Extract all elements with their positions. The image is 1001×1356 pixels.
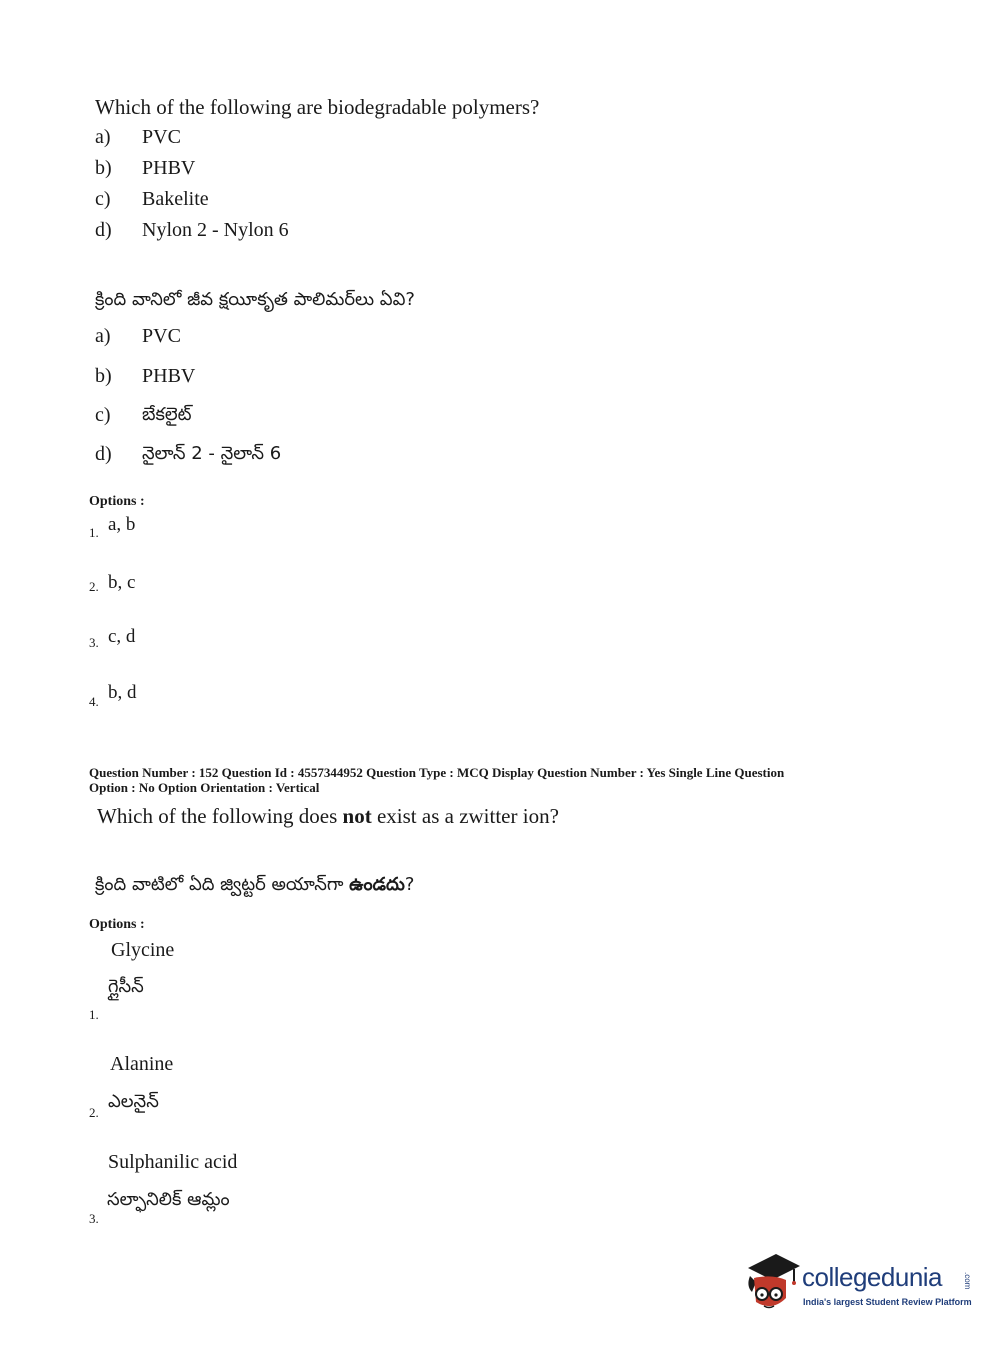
q151-en-option-c-letter: c)	[95, 188, 111, 210]
q152-answer-1-english: Glycine	[111, 939, 175, 961]
q151-te-option-c-letter: c)	[95, 404, 111, 426]
q151-answer-1-text: a, b	[108, 514, 136, 535]
q152-meta-line-1: Question Number : 152 Question Id : 4557344952 Question Type : MCQ Display Question Number : Yes Single Line Question	[89, 765, 785, 780]
q151-en-option-a-letter: a)	[95, 126, 111, 148]
mascot-icon	[742, 1250, 800, 1316]
logo-dot-com: .com	[963, 1272, 972, 1290]
q151-te-option-c-text: బేకలైట్	[142, 404, 192, 425]
q152-answer-3-english: Sulphanilic acid	[108, 1151, 238, 1173]
q151-options-label: Options :	[89, 494, 145, 509]
q151-en-option-c-text: Bakelite	[142, 188, 209, 210]
q152-te-question-pre: క్రింది వాటిలో ఏది జ్విట్టర్ అయాన్‌గా	[95, 874, 350, 895]
q151-answer-3-text: c, d	[108, 626, 136, 647]
q152-en-question-post: exist as a zwitter ion?	[371, 804, 559, 828]
q151-en-option-a-text: PVC	[142, 126, 181, 148]
q151-en-option-d-text: Nylon 2 - Nylon 6	[142, 219, 289, 241]
q152-en-question-pre: Which of the following does	[97, 804, 343, 828]
q152-answer-3-number: 3.	[89, 1211, 99, 1226]
q151-te-option-b-letter: b)	[95, 365, 112, 387]
q152-english-question	[97, 804, 559, 829]
q152-te-question-post: ?	[404, 874, 415, 895]
q152-meta-line-2: Option : No Option Orientation : Vertical	[89, 780, 320, 795]
q152-en-question-emphasis: not	[342, 804, 372, 828]
q152-answer-1-telugu: గ్లైసీన్	[108, 976, 144, 997]
q151-te-option-a-text: PVC	[142, 325, 181, 347]
q152-te-question-emphasis: ఉండదు	[349, 874, 405, 895]
q152-answer-2-english: Alanine	[110, 1053, 174, 1075]
q152-answer-2-number: 2.	[89, 1105, 99, 1120]
q152-answer-2-telugu: ఎలనైన్	[108, 1091, 159, 1112]
q151-answer-4-text: b, d	[108, 682, 137, 703]
q151-te-option-a-letter: a)	[95, 325, 111, 347]
q151-en-option-d-letter: d)	[95, 219, 112, 241]
logo-tagline: India's largest Student Review Platform	[803, 1297, 972, 1307]
q152-answer-1-number: 1.	[89, 1007, 99, 1022]
q151-answer-1-number: 1.	[89, 525, 99, 540]
logo-wordmark: collegedunia	[802, 1262, 943, 1292]
q151-english-question: Which of the following are biodegradable polymers?	[95, 95, 540, 119]
q151-en-option-b-letter: b)	[95, 157, 112, 179]
q151-telugu-question: క్రింది వానిలో జీవ క్షయీకృత పాలిమర్‌లు ఏవి?	[95, 289, 415, 310]
collegedunia-logo[interactable]	[742, 1250, 972, 1320]
q151-te-option-d-letter: d)	[95, 443, 112, 465]
q151-answer-2-number: 2.	[89, 579, 99, 594]
q151-te-option-d-text: నైలాన్ 2 - నైలాన్ 6	[142, 443, 282, 464]
q151-answer-4-number: 4.	[89, 694, 99, 709]
q151-answer-3-number: 3.	[89, 635, 99, 650]
q152-telugu-question	[95, 874, 414, 899]
q151-answer-2-text: b, c	[108, 572, 136, 593]
q151-te-option-b-text: PHBV	[142, 365, 196, 387]
q151-en-option-b-text: PHBV	[142, 157, 196, 179]
q152-answer-3-telugu: సల్ఫానిలిక్ ఆమ్లం	[107, 1189, 230, 1210]
q152-options-label: Options :	[89, 917, 145, 932]
